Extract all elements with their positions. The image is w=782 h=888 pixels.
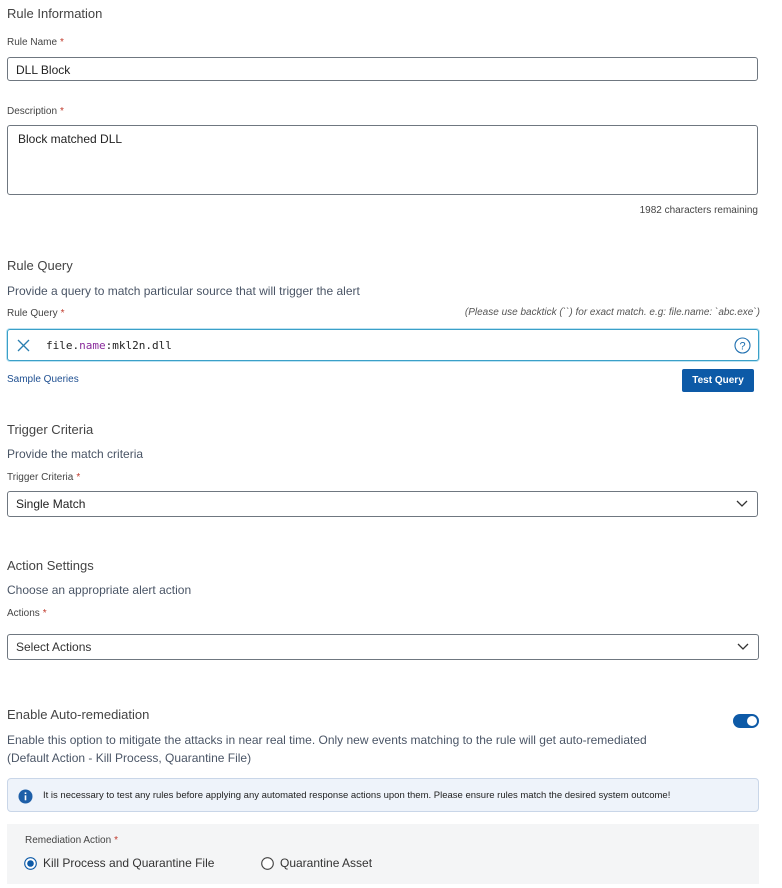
help-icon[interactable]: [734, 337, 751, 357]
svg-text:?: ?: [739, 340, 746, 353]
required-marker: *: [60, 106, 64, 117]
description-textarea[interactable]: [7, 125, 758, 195]
actions-select[interactable]: [7, 634, 759, 660]
rule-name-value: DLL Block: [16, 63, 71, 77]
rule-query-label: [7, 308, 64, 319]
action-settings-heading: Action Settings: [7, 558, 94, 573]
chevron-down-icon: [735, 496, 749, 513]
required-marker: *: [76, 472, 81, 483]
actions-label-text: Actions: [7, 608, 40, 619]
remediation-action-panel: [7, 824, 759, 884]
description-value: Block matched DLL: [18, 132, 123, 146]
rule-name-input[interactable]: [7, 57, 758, 81]
query-text: [46, 339, 172, 352]
remediation-action-label-text: Remediation Action: [25, 835, 112, 846]
trigger-criteria-label: [7, 472, 80, 483]
trigger-criteria-heading: Trigger Criteria: [7, 422, 94, 437]
actions-placeholder: Select Actions: [16, 640, 92, 654]
auto-remediation-heading: Enable Auto-remediation: [7, 707, 150, 722]
actions-label: [7, 608, 47, 619]
radio-unselected-icon: [261, 857, 274, 870]
required-marker: *: [60, 37, 64, 48]
rule-query-subtitle: Provide a query to match particular source that will trigger the alert: [7, 284, 360, 298]
query-value: :mkl2n.dll: [105, 339, 172, 352]
rule-query-label-text: Rule Query: [7, 308, 58, 319]
rule-query-heading: Rule Query: [7, 258, 73, 273]
toggle-knob: [747, 716, 757, 726]
description-label: [7, 106, 64, 117]
required-marker: *: [114, 835, 119, 846]
info-icon: [18, 789, 33, 809]
chevron-down-icon: [736, 639, 750, 656]
rule-name-label-text: Rule Name: [7, 37, 58, 48]
remediation-action-label: [25, 835, 118, 846]
auto-remediation-default-action: (Default Action - Kill Process, Quarantine File): [7, 751, 252, 765]
trigger-criteria-value: Single Match: [16, 497, 86, 511]
auto-remediation-description: Enable this option to mitigate the attacks in near real time. Only new events matching to the rule will get auto-remediated: [7, 733, 647, 747]
rule-query-input[interactable]: [7, 329, 759, 361]
radio-quarantine-asset[interactable]: [261, 856, 372, 870]
radio-kill-process[interactable]: [24, 856, 214, 870]
required-marker: *: [60, 308, 65, 319]
test-query-button[interactable]: Test Query: [682, 369, 754, 392]
rule-information-heading: Rule Information: [7, 6, 103, 21]
clear-query-icon[interactable]: [16, 338, 31, 356]
auto-remediation-toggle[interactable]: [733, 714, 759, 728]
action-settings-subtitle: Choose an appropriate alert action: [7, 583, 192, 597]
trigger-criteria-label-text: Trigger Criteria: [7, 472, 74, 483]
info-banner: [7, 778, 759, 812]
radio-selected-icon: [24, 857, 37, 870]
query-keyword: name: [79, 339, 106, 352]
description-label-text: Description: [7, 106, 58, 117]
rule-name-label: [7, 37, 64, 48]
trigger-criteria-select[interactable]: [7, 491, 758, 517]
sample-queries-link[interactable]: Sample Queries: [7, 374, 79, 385]
radio-quarantine-asset-label: Quarantine Asset: [280, 856, 373, 870]
info-banner-text: It is necessary to test any rules before applying any automated response actions upon them. Please ensure rules match the desired system outcome!: [43, 790, 671, 801]
radio-kill-process-label: Kill Process and Quarantine File: [43, 856, 215, 870]
characters-remaining: 1982 characters remaining: [639, 205, 758, 216]
query-prefix: file.: [46, 339, 80, 352]
trigger-criteria-subtitle: Provide the match criteria: [7, 447, 144, 461]
rule-query-hint: (Please use backtick (``) for exact match. e.g: file.name: `abc.exe`): [464, 307, 760, 318]
required-marker: *: [42, 608, 47, 619]
